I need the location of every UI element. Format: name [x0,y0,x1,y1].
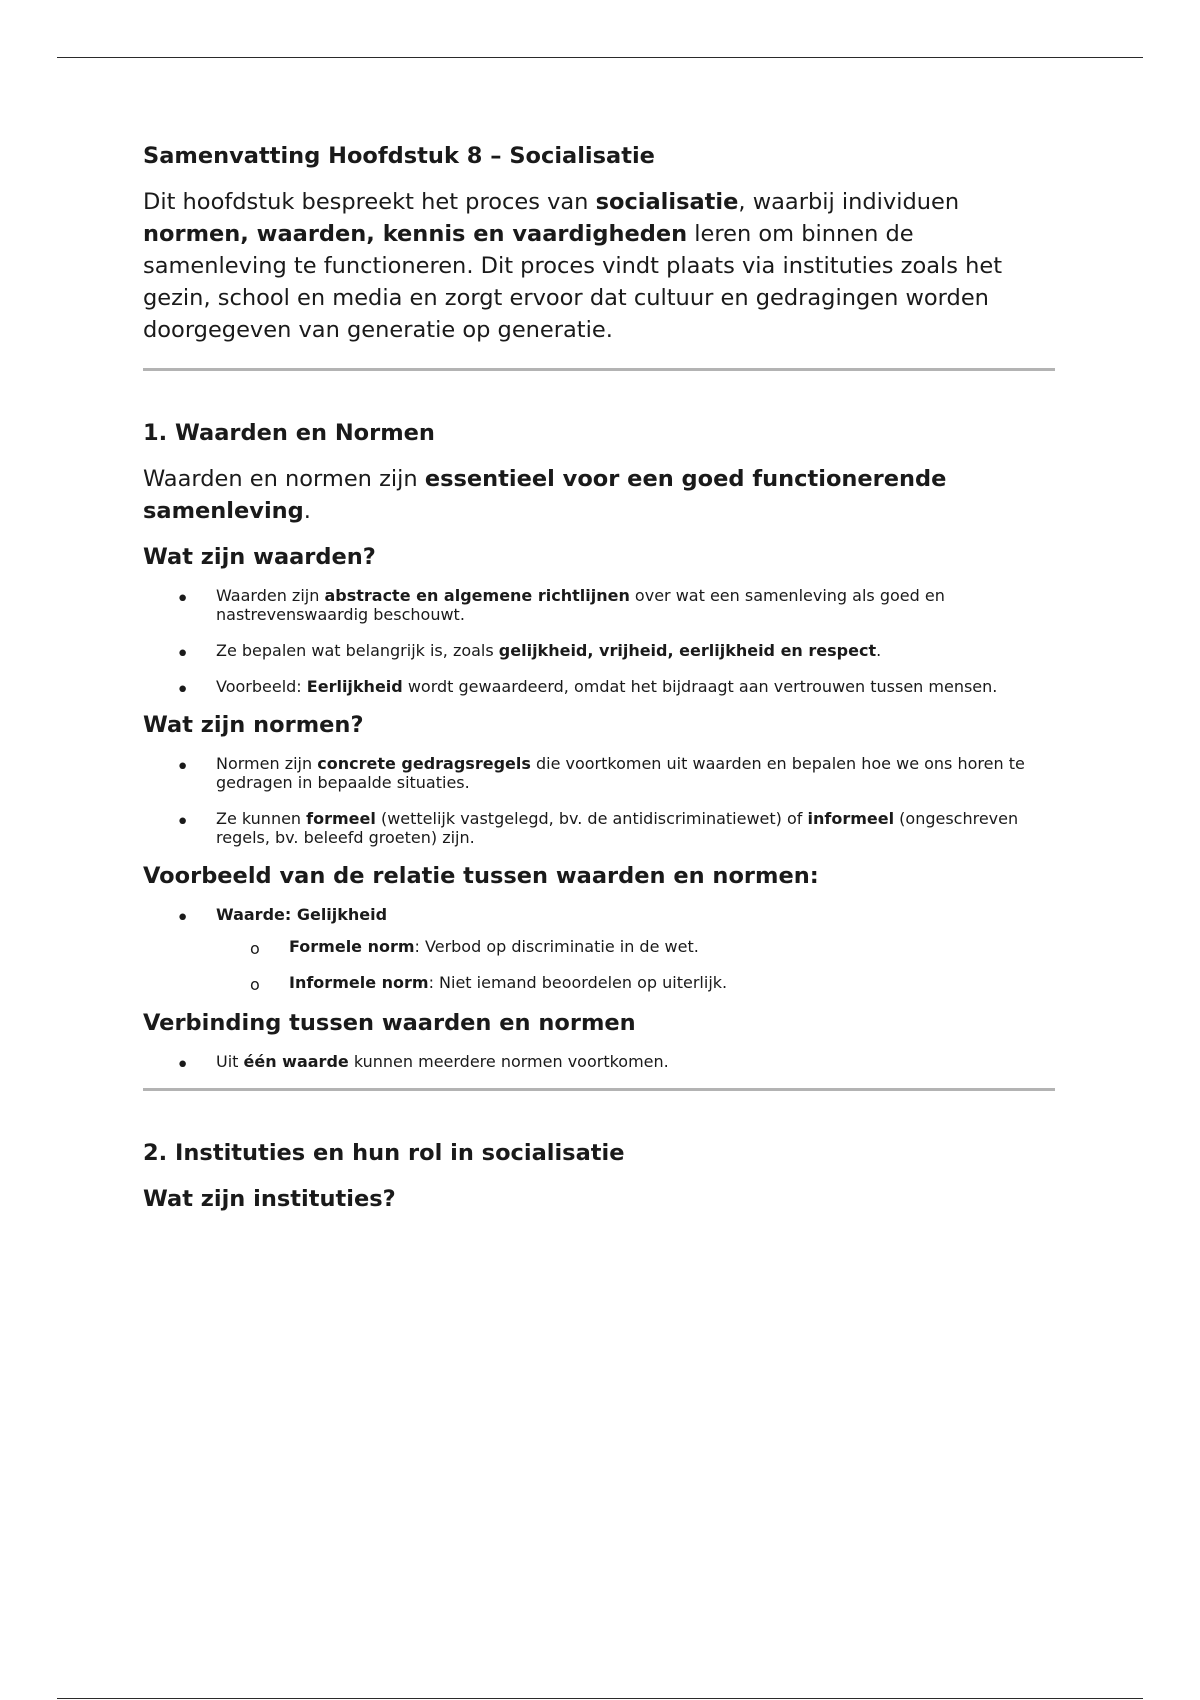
values-heading: Wat zijn waarden? [143,544,376,570]
sub-list-item [143,937,1063,956]
institutions-heading: Wat zijn instituties? [143,1186,396,1212]
section-1-heading: 1. Waarden en Normen [143,420,435,446]
bullet-icon: • [176,809,190,835]
values-list [143,586,1063,703]
section-1-intro: Waarden en normen zijn essentieel voor een goed functionerende samenleving. [143,466,947,524]
bullet-icon: • [176,905,190,931]
link-list [143,1052,1063,1078]
page-top-rule [57,57,1143,58]
list-item [143,677,1063,703]
bold-text: abstracte en algemene richtlijnen [324,586,630,605]
bullet-icon: • [176,754,190,780]
circle-bullet-icon: o [250,975,260,994]
sub-list-item [143,973,1063,992]
bullet-icon: • [176,1052,190,1078]
bold-text: concrete gedragsregels [317,754,531,773]
document-body [143,140,1063,1215]
bold-text: één waarde [243,1052,349,1071]
intro-paragraph: Dit hoofdstuk bespreekt het proces van socialisatie, waarbij individuen normen, waarden, kennis en vaardigheden leren om binnen de samenleving te functioneren. Dit proces vindt plaats via instituties zoals het gezin, school en media en zorgt ervoor dat cultuur en gedragingen worden doorgegeven van generatie op generatie. [143,189,1003,343]
norms-list [143,754,1063,847]
bullet-icon: • [176,641,190,667]
bullet-icon: • [176,586,190,612]
bold-text: Eerlijkheid [306,677,403,696]
relation-list [143,905,1063,931]
list-item-text: Voorbeeld: Eerlijkheid wordt gewaardeerd, omdat het bijdraagt aan vertrouwen tussen mensen. [216,677,998,696]
link-heading: Verbinding tussen waarden en normen [143,1010,636,1036]
list-item [143,905,1063,931]
bold-text: socialisatie [595,189,739,215]
bold-text: formeel [306,809,376,828]
sub-list-item-text: Formele norm: Verbod op discriminatie in de wet. [289,937,699,956]
list-item [143,641,1063,667]
list-item-text: Ze bepalen wat belangrijk is, zoals gelijkheid, vrijheid, eerlijkheid en respect. [216,641,882,660]
relation-value: Waarde: Gelijkheid [216,905,388,924]
sub-list-item-text: Informele norm: Niet iemand beoordelen op uiterlijk. [289,973,728,992]
bold-text: Informele norm [289,973,429,992]
bold-text: gelijkheid, vrijheid, eerlijkheid en respect [498,641,877,660]
list-item [143,809,1063,847]
norms-heading: Wat zijn normen? [143,712,364,738]
bold-text: Formele norm [289,937,415,956]
bold-text: informeel [807,809,895,828]
list-item-text: Ze kunnen formeel (wettelijk vastgelegd, bv. de antidiscriminatiewet) of informeel (ongeschreven regels, bv. beleefd groeten) zijn. [216,809,1019,847]
section-2-heading: 2. Instituties en hun rol in socialisatie [143,1140,625,1166]
list-item [143,586,1063,624]
bullet-icon: • [176,677,190,703]
relation-sub-list [143,937,1063,992]
section-divider [143,1088,1055,1091]
list-item-text: Waarden zijn abstracte en algemene richtlijnen over wat een samenleving als goed en nastrevenswaardig beschouwt. [216,586,945,624]
section-divider [143,368,1055,371]
list-item [143,1052,1063,1078]
relation-heading: Voorbeeld van de relatie tussen waarden en normen: [143,863,819,889]
bold-text: normen, waarden, kennis en vaardigheden [143,221,688,247]
bold-text: essentieel voor een goed functionerende samenleving [143,466,947,524]
page-bottom-rule [57,1698,1143,1699]
document-title: Samenvatting Hoofdstuk 8 – Socialisatie [143,143,655,169]
list-item [143,754,1063,792]
list-item-text: Uit één waarde kunnen meerdere normen voortkomen. [216,1052,669,1071]
list-item-text: Normen zijn concrete gedragsregels die voortkomen uit waarden en bepalen hoe we ons horen te gedragen in bepaalde situaties. [216,754,1025,792]
circle-bullet-icon: o [250,939,260,958]
